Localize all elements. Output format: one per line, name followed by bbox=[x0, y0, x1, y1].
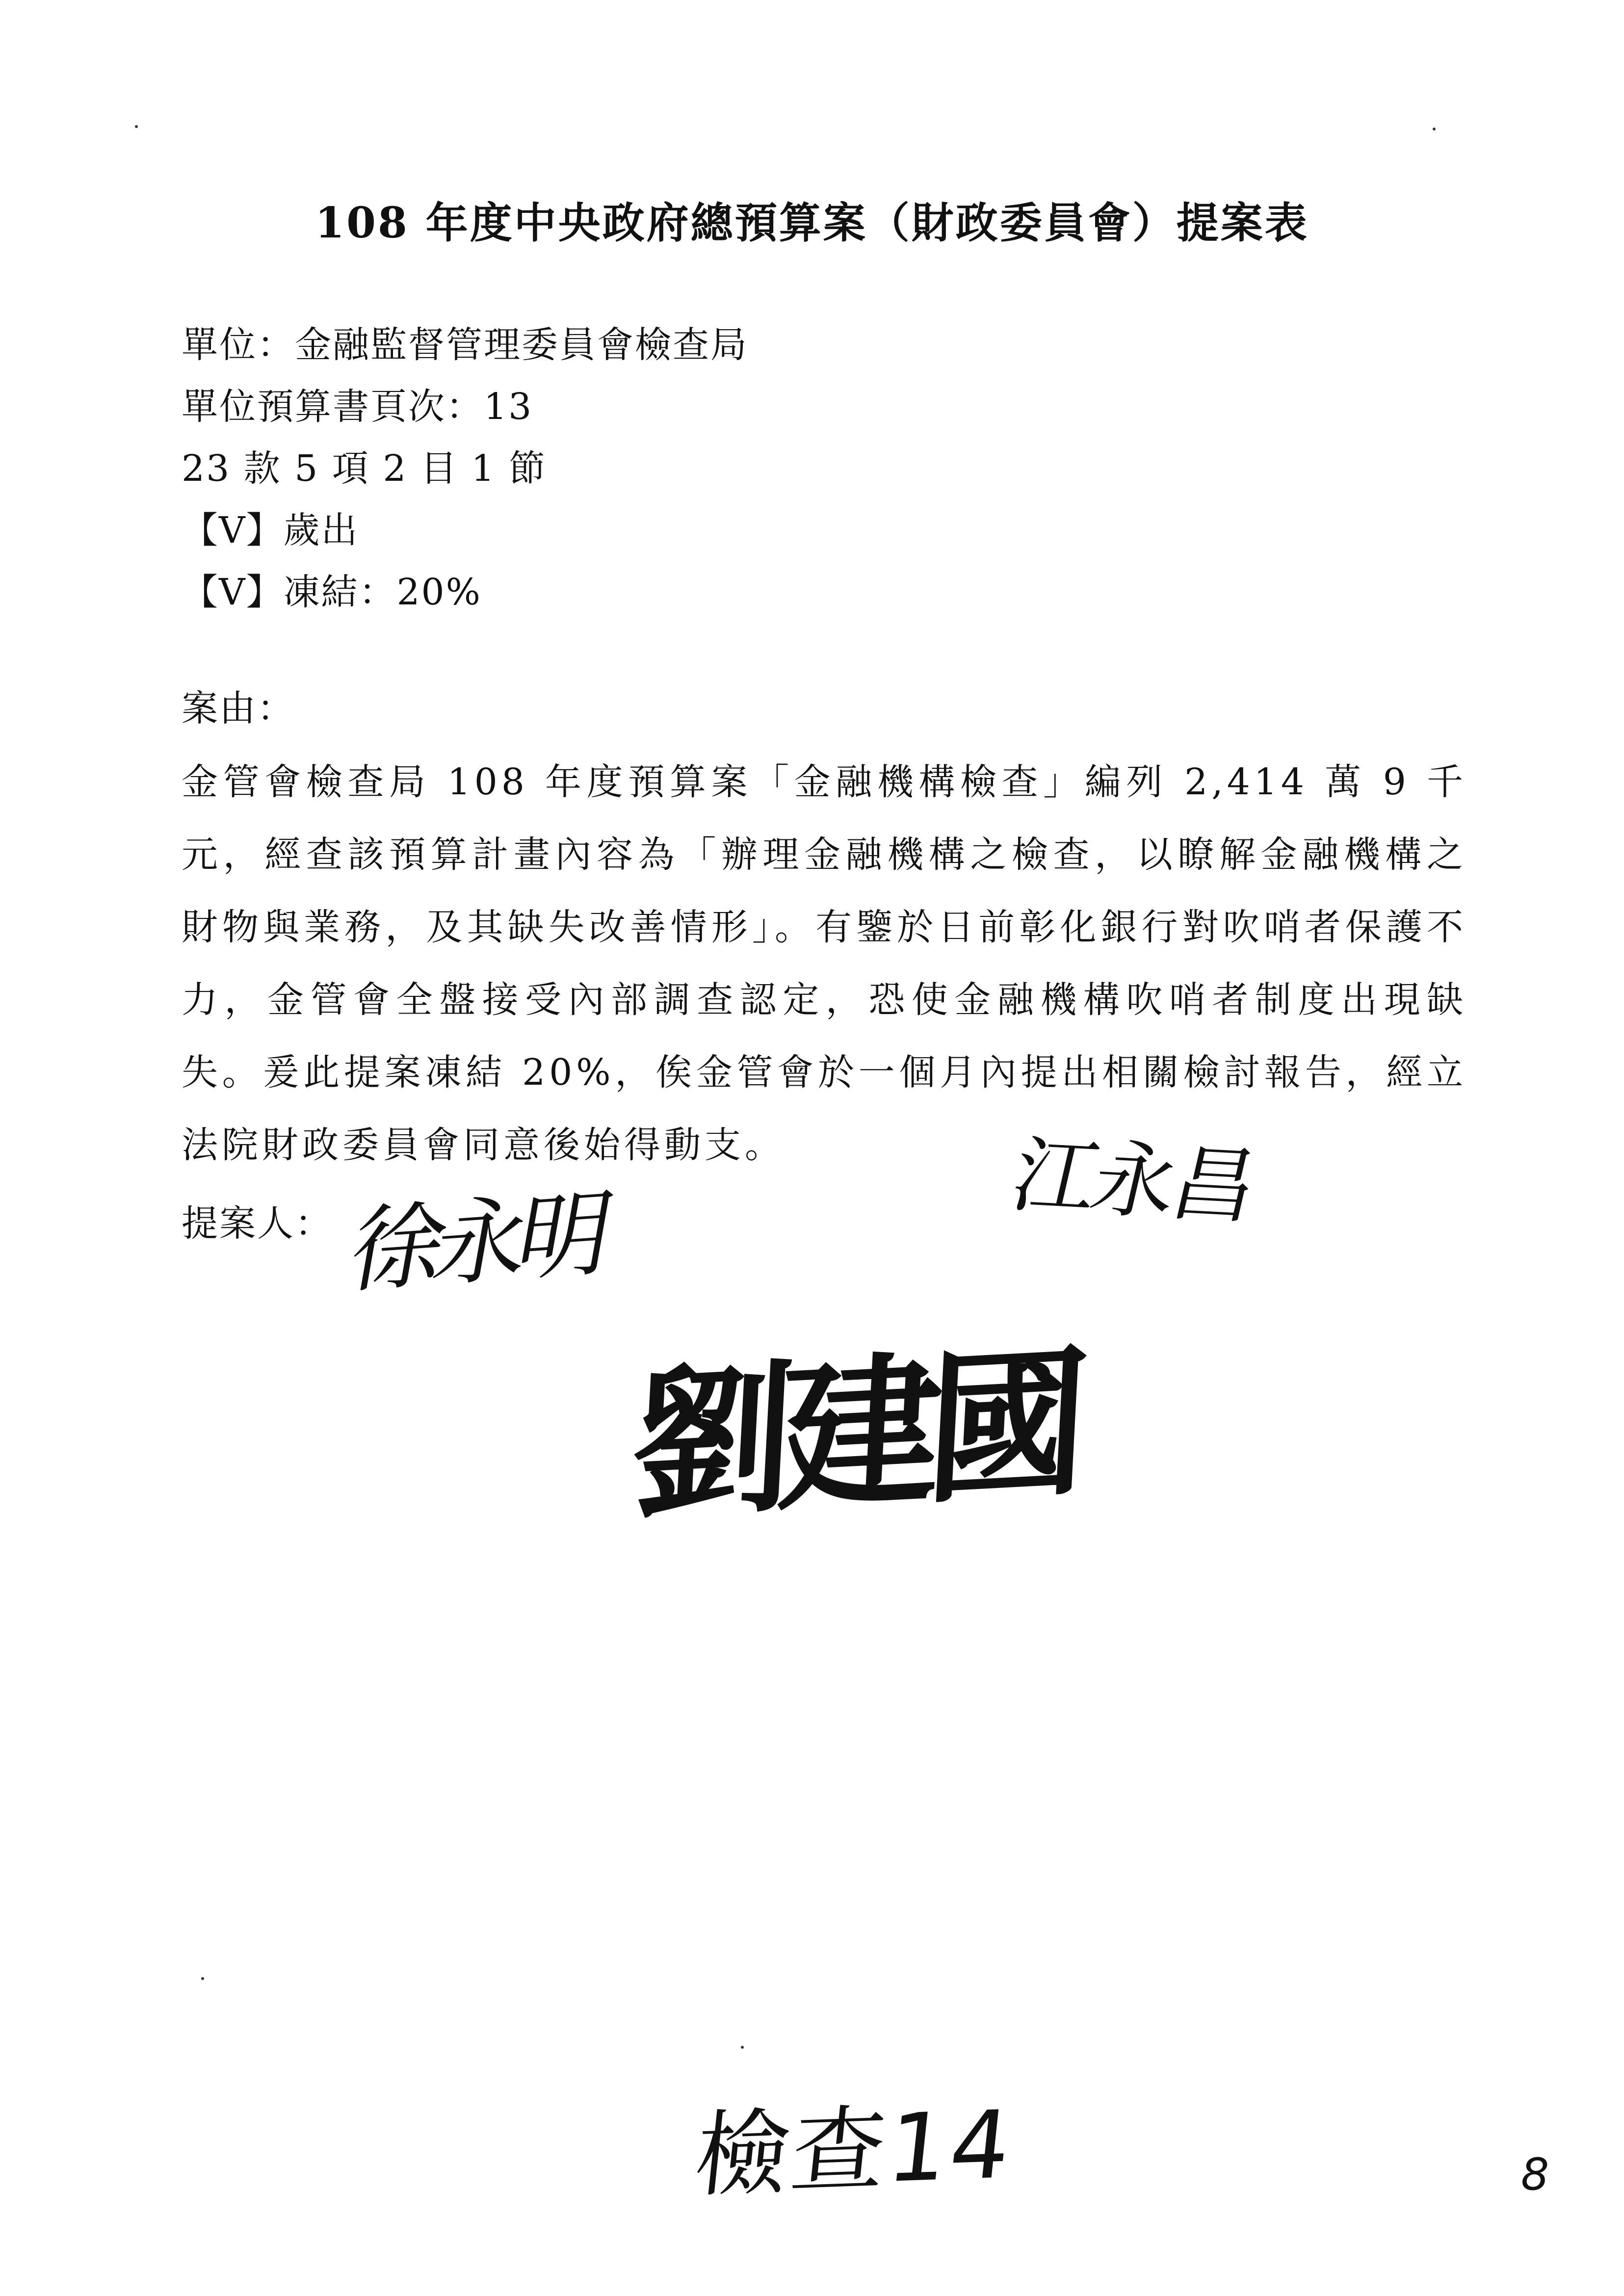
signature-1: 徐永明 bbox=[342, 1178, 612, 1306]
case-reason-body: 金管會檢查局 108 年度預算案「金融機構檢查」編列 2,414 萬 9 千元，經查該預算計畫內容為「辦理金融機構之檢查，以瞭解金融機構之財物與業務，及其缺失改善情形」。有鑒於日前彰化銀行對吹哨者保護不力，金管會全盤接受內部調查認定，恐使金融機構吹哨者制度出現缺失。爰此提案凍結 20%，俟金管會於一個月內提出相關檢討報告，經立法院財政委員會同意後始得動支。 bbox=[182, 761, 1467, 1166]
meta-block bbox=[182, 314, 748, 623]
freeze-line bbox=[182, 561, 748, 623]
expenditure-checkbox-mark: 【V】 bbox=[182, 509, 284, 551]
scan-speck bbox=[201, 1977, 204, 1980]
expenditure-label: 歲出 bbox=[283, 509, 359, 551]
budget-page-line: 單位預算書頁次：13 bbox=[182, 386, 533, 428]
document-title: 108 年度中央政府總預算案（財政委員會）提案表 bbox=[315, 198, 1309, 248]
signature-3: 劉建國 bbox=[628, 1329, 1079, 1541]
signature-2: 江永昌 bbox=[1003, 1127, 1263, 1236]
freeze-label: 凍結：20% bbox=[283, 571, 482, 613]
freeze-checkbox-mark: 【V】 bbox=[182, 571, 284, 613]
scan-speck bbox=[741, 2046, 744, 2049]
proposer-label: 提案人： bbox=[182, 1202, 333, 1245]
scan-speck bbox=[135, 125, 138, 128]
expenditure-line bbox=[182, 499, 748, 561]
classification-line: 23 款 5 項 2 目 1 節 bbox=[182, 447, 547, 490]
page-number: 8 bbox=[1521, 2149, 1549, 2200]
unit-line: 單位：金融監督管理委員會檢查局 bbox=[182, 324, 748, 366]
case-reason-label: 案由： bbox=[182, 687, 295, 730]
scan-speck bbox=[1433, 128, 1436, 130]
handwritten-note: 檢查14 bbox=[690, 2090, 1019, 2210]
